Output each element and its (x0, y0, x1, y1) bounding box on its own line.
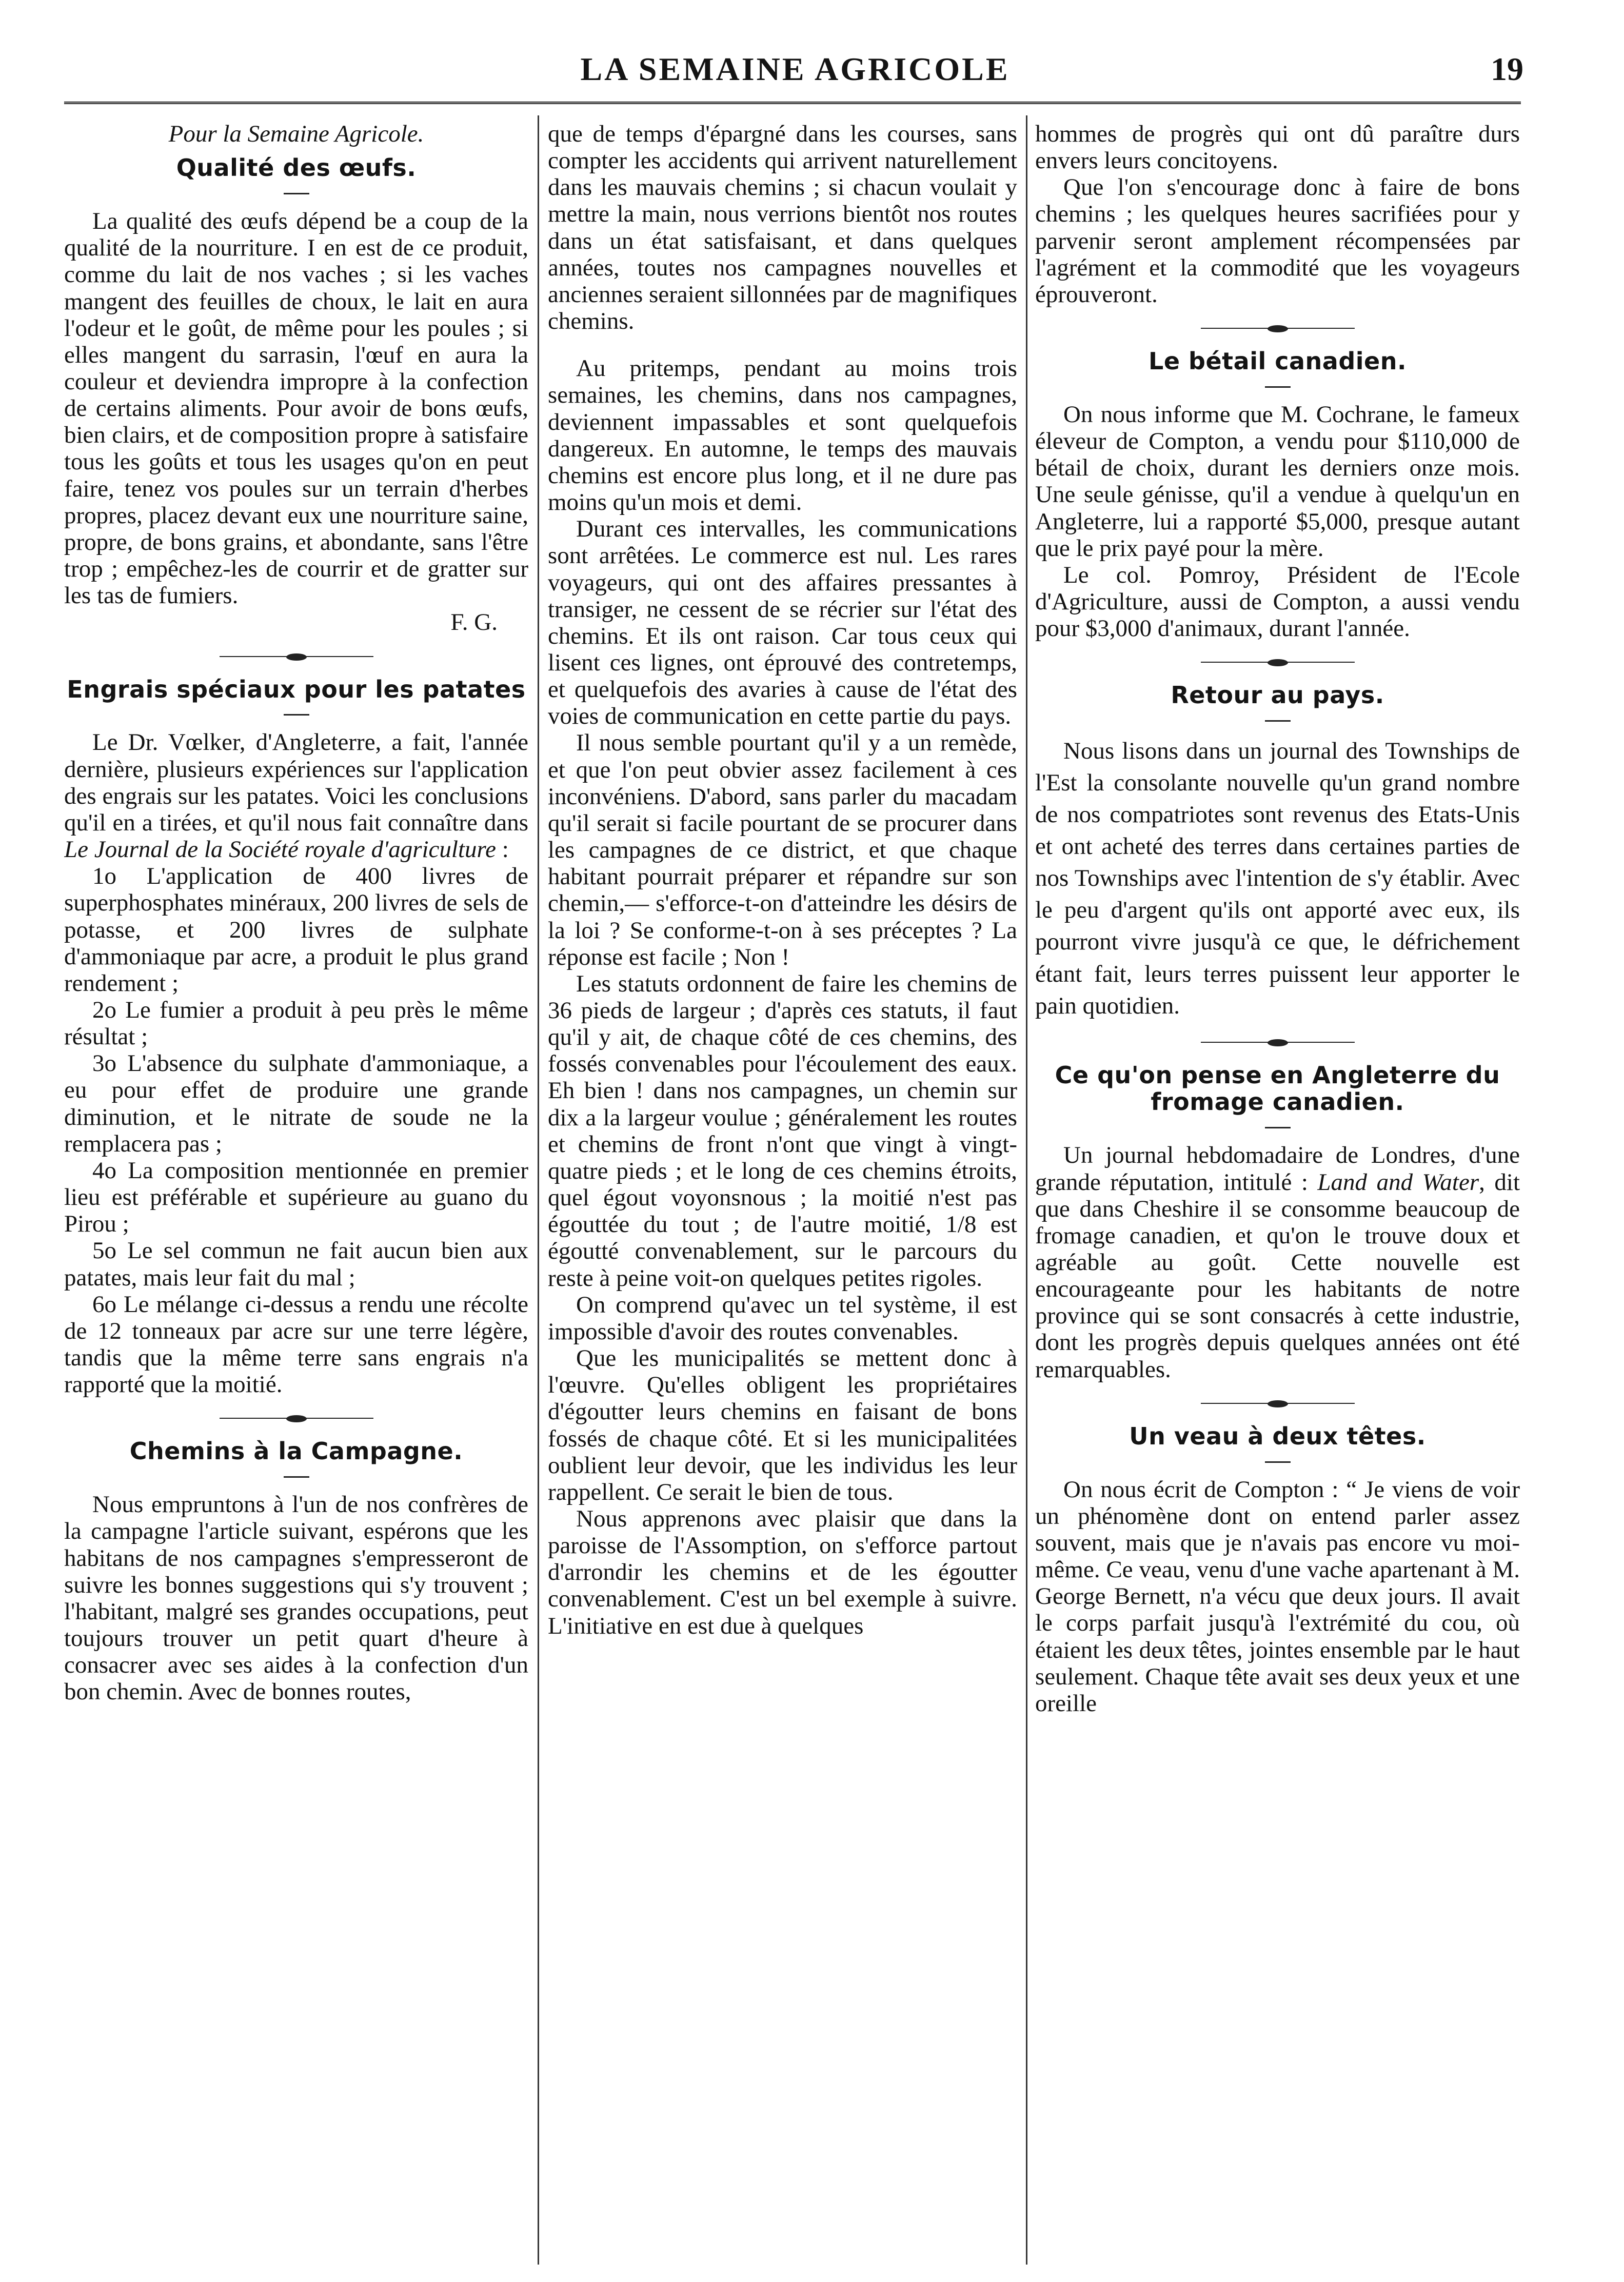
title-dash (1265, 1461, 1291, 1463)
column-divider (1026, 115, 1027, 2265)
list-item: 3o L'absence du sulphate d'ammoniaque, a eu pour effet de produire une grande diminution, et le nitrate de soude ne la remplacera pas ; (64, 1050, 528, 1157)
text: Un journal hebdomadaire de Londres, d'une grande réputation, intitulé : (1035, 1142, 1520, 1196)
paragraph: Nous apprenons avec plaisir que dans la paroisse de l'Assomption, on s'efforce partout d'arrondir les chemins et de les égoutter convenablement. C'est un bel exemple à suivre. L'initiative en est due à quelques (548, 1505, 1017, 1639)
article-title-calf: Un veau à deux têtes. (1129, 1422, 1426, 1450)
title-dash (284, 1476, 309, 1478)
paragraph: Le col. Pomroy, Président de l'Ecole d'Agriculture, aussi de Compton, a aussi vendu pour $3,000 d'animaux, durant l'année. (1035, 561, 1520, 642)
article-intro: Pour la Semaine Agricole. (168, 121, 424, 147)
article-title-cheese: Ce qu'on pense en Angleterre du fromage canadien. (1055, 1061, 1500, 1116)
list-item: 6o Le mélange ci-dessus a rendu une récolte de 12 tonneaux par acre sur une terre légère, tandis que la même terre sans engrais n'a rapporté que la moitié. (64, 1291, 528, 1398)
column-1 (64, 121, 528, 2259)
column-3 (1035, 121, 1520, 2259)
column-2 (548, 121, 1017, 2259)
paragraph: que de temps d'épargné dans les courses, sans compter les accidents qui arrivent naturellement dans les mauvais chemins ; si chacun voulait y mettre la main, nous verrions bientôt nos routes dans un état satisfaisant, et dans quelques années, toutes nos campagnes nouvelles et anciennes seraient sillonnées par de magnifiques chemins. (548, 121, 1017, 335)
text: Le Dr. Vœlker, d'Angleterre, a fait, l'année dernière, plusieurs expériences sur l'application des engrais sur les patates. Voici les conclusions qu'il en a tirées, et qu'il nous fait connaître dans (64, 729, 528, 836)
paragraph (1035, 1142, 1520, 1382)
paragraph: Nous empruntons à l'un de nos confrères de la campagne l'article suivant, espérons que les habitans de nos campagnes s'empresseront de suivre les bonnes suggestions qui s'y trouvent ; l'habitant, malgré ses grandes occupations, peut toujours trouver un petit quart d'heure à consacrer avec ses aides à la confection d'un bon chemin. Avec de bonnes routes, (64, 1491, 528, 1705)
article-title-return: Retour au pays. (1171, 681, 1384, 709)
section-ornament (220, 1415, 373, 1422)
text: , dit que dans Cheshire il se consomme beaucoup de fromage canadien, et qu'on le trouve doux et agréable au goût. Cette nouvelle est encourageante pour les habitants de notre province qui se sont consacrés à cette industrie, dont les progrès depuis quelques années ont été remarquables. (1035, 1168, 1520, 1383)
list-item: 1o L'application de 400 livres de superphosphates minéraux, 200 livres de sels de potasse, et 200 livres de sulphate d'ammoniaque par acre, a produit le plus grand rendement ; (64, 863, 528, 997)
section-ornament (1201, 1400, 1355, 1407)
list-item: 2o Le fumier a produit à peu près le même résultat ; (64, 997, 528, 1050)
paragraph: Nous lisons dans un journal des Townships de l'Est la consolante nouvelle qu'un grand nombre de nos compatriotes sont revenus des Etats-Unis et ont acheté des terres dans certaines parties de nos Townships avec l'intention de s'y établir. Avec le peu d'argent qu'ils ont apporté avec eux, ils pourront vivre jusqu'à ce que, le défrichement étant fait, leurs terres puissent leur apporter le pain quotidien. (1035, 738, 1520, 1019)
paragraph: Durant ces intervalles, les communications sont arrêtées. Le commerce est nul. Les rares voyageurs, qui ont des affaires pressantes à transiger, ne cessent de se récrier sur l'état des chemins. Et ils ont raison. Car tous ceux qui lisent ces lignes, ont éprouvé des contretemps, et quelquefois des avaries à cause de l'état des voies de communication en cette partie du pays. (548, 515, 1017, 730)
paragraph (64, 729, 528, 863)
paragraph: Les statuts ordonnent de faire les chemins de 36 pieds de largeur ; d'après ces statuts, il faut qu'il y ait, de chaque côté de ces chemins, des fossés convenables pour l'écoulement des eaux. Eh bien ! dans nos campagnes, un chemin sur dix a la largeur voulue ; généralement les routes et chemins de front n'ont que vingt à vingt-quatre pieds ; et le long de ces chemins étroits, quel égout voyonsnous ; la moitié n'est pas égouttée du tout ; de l'autre moitié, 1/8 est égoutté convenablement, sur le parcours du reste à peine voit-on quelques petites rigoles. (548, 970, 1017, 1292)
title-dash (284, 714, 309, 716)
page-number: 19 (1491, 51, 1523, 87)
title-dash (1265, 720, 1291, 722)
title-dash (1265, 386, 1291, 388)
paragraph: Que les municipalités se mettent donc à l'œuvre. Qu'elles obligent les propriétaires d'égoutter leurs chemins en faisant de bons fossés de chaque côté. Et si les municipalitées oublient leur devoir, que les individus les leur rappellent. Ce serait le bien de tous. (548, 1345, 1017, 1505)
article-title-roads: Chemins à la Campagne. (129, 1437, 463, 1465)
signature: F. G. (450, 609, 498, 636)
paragraph: On nous écrit de Compton : “ Je viens de voir un phénomène dont on entend parler assez souvent, mais que je n'avais pas encore vu moi-même. Ce veau, venu d'une vache apartenant à M. George Bernett, n'a vécu que deux jours. Il avait le corps parfait jusqu'à l'extrémité du cou, où étaient les deux têtes, jointes ensemble par le haut seulement. Chaque tête avait ses deux yeux et une oreille (1035, 1476, 1520, 1717)
section-ornament (1201, 659, 1355, 666)
section-ornament (220, 653, 373, 661)
section-ornament (1201, 1039, 1355, 1046)
journal-name: Land and Water (1317, 1168, 1479, 1196)
paragraph: On nous informe que M. Cochrane, le fameux éleveur de Compton, a vendu pour $110,000 de bétail de choix, durant les derniers onze mois. Une seule génisse, qu'il a vendue à quelqu'un en Angleterre, lui a rapporté $5,000, presque autant que le prix payé pour la mère. (1035, 401, 1520, 562)
paragraph: On comprend qu'avec un tel système, il est impossible d'avoir des routes convenables. (548, 1291, 1017, 1345)
paragraph: hommes de progrès qui ont dû paraître durs envers leurs concitoyens. (1035, 121, 1520, 174)
list-item: 4o La composition mentionnée en premier lieu est préférable et supérieure au guano du Pirou ; (64, 1157, 528, 1238)
title-dash (1265, 1127, 1291, 1128)
masthead (67, 46, 1523, 97)
article-title-egg-quality: Qualité des œufs. (176, 154, 417, 182)
section-ornament (1201, 325, 1355, 332)
masthead-rule (64, 102, 1521, 107)
publication-title: LA SEMAINE AGRICOLE (580, 51, 1010, 87)
column-divider (538, 115, 539, 2265)
title-dash (284, 193, 309, 194)
paragraph: Il nous semble pourtant qu'il y a un remède, et que l'on peut obvier assez facilement à ces inconvéniens. D'abord, sans parler du macadam qu'il serait si facile pourtant de se procurer dans les campagnes de ce district, et que chaque habitant pourrait préparer et répandre sur son chemin,— s'efforce-t-on d'atteindre les désirs de la loi ? Se conforme-t-on à ses préceptes ? La réponse est facile ; Non ! (548, 729, 1017, 970)
article-title-cattle: Le bétail canadien. (1148, 347, 1407, 375)
paragraph: La qualité des œufs dépend be a coup de la qualité de la nourriture. I en est de ce produit, comme du lait de nos vaches ; si les vaches mangent des feuilles de choux, le lait en aura l'odeur et le goût, de même pour les poules ; si elles mangent du sarrasin, l'œuf en aura la couleur et deviendra impropre à la confection de certains aliments. Pour avoir de bons œufs, bien clairs, et de composition propre à satisfaire tous les goûts et tous les usages qu'on en peut faire, tenez vos poules sur un terrain d'herbes propres, placez devant eux une nourriture saine, propre, de bons grains, et abondante, sans l'être trop ; empêchez-les de courrir et de gratter sur les tas de fumiers. (64, 208, 528, 609)
paragraph: Que l'on s'encourage donc à faire de bons chemins ; les quelques heures sacrifiées pour y parvenir seront amplement récompensées par l'agrément et la commodité que les voyageurs éprouveront. (1035, 174, 1520, 308)
list-item: 5o Le sel commun ne fait aucun bien aux patates, mais leur fait du mal ; (64, 1237, 528, 1291)
text: : (496, 836, 509, 863)
paragraph: Au pritemps, pendant au moins trois semaines, les chemins, dans nos campagnes, deviennent impassables et sont quelquefois dangereux. En automne, le temps des mauvais chemins est encore plus long, et il ne dure pas moins qu'un mois et demi. (548, 355, 1017, 516)
article-title-fertilizer: Engrais spéciaux pour les patates (67, 675, 526, 703)
journal-name: Le Journal de la Société royale d'agriculture (64, 836, 496, 863)
